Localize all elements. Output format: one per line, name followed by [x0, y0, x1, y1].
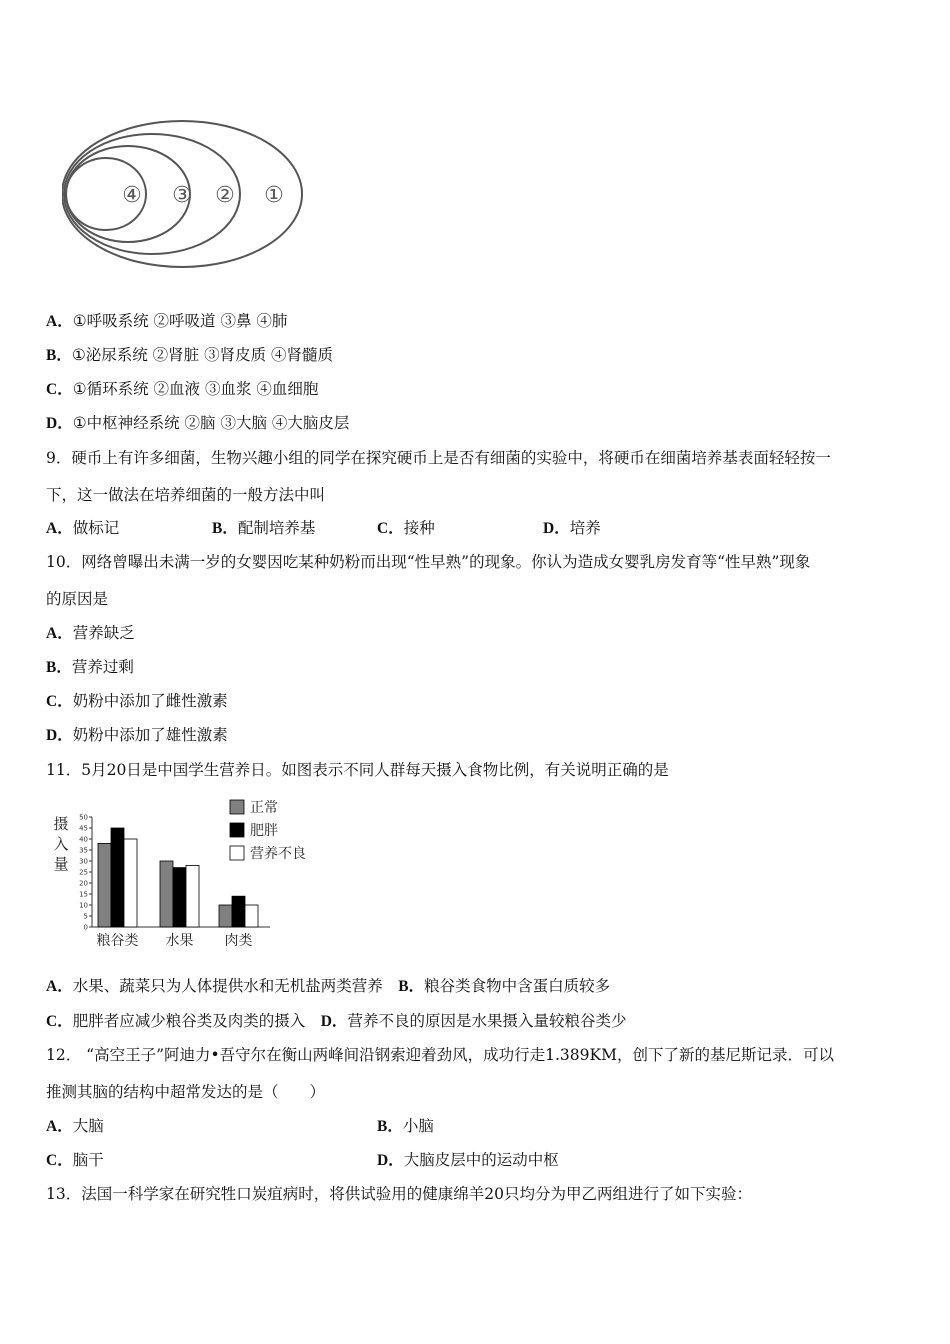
- venn-label-4: ④: [122, 183, 142, 208]
- q11-stem: 11．5月20日是中国学生营养日。如图表示不同人群每天摄入食物比例，有关说明正确的是: [46, 761, 669, 779]
- q9-option-c: C．接种: [377, 519, 435, 537]
- q12-stem-line2: 推测其脑的结构中超常发达的是（ ）: [46, 1083, 326, 1101]
- q9-stem-line1: 9．硬币上有许多细菌，生物兴趣小组的同学在探究硬币上是否有细菌的实验中，将硬币在细菌培养基表面轻轻按一: [46, 449, 831, 467]
- bar-营养不良-粮谷类: [124, 839, 137, 927]
- q12-option-b: B．小脑: [377, 1117, 434, 1135]
- q10-option-d: D．奶粉中添加了雄性激素: [46, 726, 228, 744]
- venn-label-3: ③: [172, 183, 192, 208]
- q11-options-row2: C．肥胖者应减少粮谷类及肉类的摄入 D．营养不良的原因是水果摄入量较粮谷类少: [46, 1012, 627, 1030]
- q12-stem-line1: 12． “高空王子”阿迪力•吾守尔在衡山两峰间沿钢索迎着劲风，成功行走1.389KM，创下了新的基尼斯记录．可以: [46, 1046, 834, 1064]
- y-tick-label: 45: [79, 824, 88, 833]
- q9-stem-line2: 下，这一做法在培养细菌的一般方法中叫: [46, 486, 326, 504]
- q13-stem: 13．法国一科学家在研究牲口炭疽病时，将供试验用的健康绵羊20只均分为甲乙两组进行了如下实验：: [46, 1185, 752, 1203]
- y-axis-label-char: 入: [53, 835, 69, 853]
- q10-option-a: A．营养缺乏: [46, 624, 135, 642]
- q10-stem-line1: 10．网络曾曝出未满一岁的女婴因吃某种奶粉而出现“性早熟”的现象。你认为造成女婴乳房发育等“性早熟”现象: [46, 553, 811, 571]
- x-tick-label: 肉类: [224, 933, 253, 949]
- y-tick-label: 0: [83, 923, 88, 932]
- y-tick-label: 30: [79, 857, 88, 866]
- y-tick-label: 15: [79, 890, 88, 899]
- q11-options-row1: A．水果、蔬菜只为人体提供水和无机盐两类营养 B．粮谷类食物中含蛋白质较多: [46, 977, 611, 995]
- y-tick-label: 5: [83, 912, 88, 921]
- bar-营养不良-水果: [186, 865, 199, 927]
- q10-option-c: C．奶粉中添加了雌性激素: [46, 692, 228, 710]
- bar-正常-水果: [160, 861, 173, 927]
- y-tick-label: 35: [79, 846, 88, 855]
- bar-正常-粮谷类: [98, 843, 111, 927]
- q8-option-a: A．①呼吸系统 ②呼吸道 ③鼻 ④肺: [46, 312, 288, 330]
- q10-stem-line2: 的原因是: [46, 590, 109, 608]
- y-tick-label: 20: [79, 879, 88, 888]
- legend-swatch-正常: [230, 800, 244, 814]
- bar-营养不良-肉类: [245, 905, 258, 927]
- legend-label-营养不良: 营养不良: [250, 846, 306, 862]
- venn-label-2: ②: [215, 183, 235, 208]
- q12-option-d: D．大脑皮层中的运动中枢: [377, 1151, 559, 1169]
- q9-option-a: A．做标记: [46, 519, 120, 537]
- y-tick-label: 10: [79, 901, 88, 910]
- ellipse-2: [64, 134, 240, 254]
- y-axis-label-char: 量: [53, 855, 69, 873]
- bar-正常-肉类: [219, 905, 232, 927]
- q12-option-c: C．脑干: [46, 1151, 104, 1169]
- q8-option-c: C．①循环系统 ②血液 ③血浆 ④血细胞: [46, 380, 319, 398]
- q8-option-b: B．①泌尿系统 ②肾脏 ③肾皮质 ④肾髓质: [46, 346, 334, 364]
- x-tick-label: 粮谷类: [96, 933, 139, 949]
- x-tick-label: 水果: [165, 933, 194, 949]
- legend-label-肥胖: 肥胖: [250, 823, 278, 839]
- q10-option-b: B．营养过剩: [46, 658, 134, 676]
- venn-label-1: ①: [264, 183, 284, 208]
- legend-swatch-肥胖: [230, 823, 244, 837]
- y-tick-label: 40: [79, 835, 88, 844]
- q12-option-a: A．大脑: [46, 1117, 104, 1135]
- q9-option-d: D．培养: [543, 519, 601, 537]
- legend-swatch-营养不良: [230, 846, 244, 860]
- food-intake-bar-chart: [48, 795, 338, 955]
- bar-肥胖-肉类: [232, 896, 245, 927]
- bar-肥胖-水果: [173, 868, 186, 927]
- y-axis-label-char: 摄: [53, 815, 69, 833]
- y-tick-label: 50: [79, 813, 88, 822]
- nested-ellipses-figure: [62, 118, 312, 273]
- legend-label-正常: 正常: [250, 800, 278, 816]
- q8-option-d: D．①中枢神经系统 ②脑 ③大脑 ④大脑皮层: [46, 414, 350, 432]
- q9-option-b: B．配制培养基: [212, 519, 316, 537]
- y-tick-label: 25: [79, 868, 88, 877]
- bar-肥胖-粮谷类: [111, 828, 124, 927]
